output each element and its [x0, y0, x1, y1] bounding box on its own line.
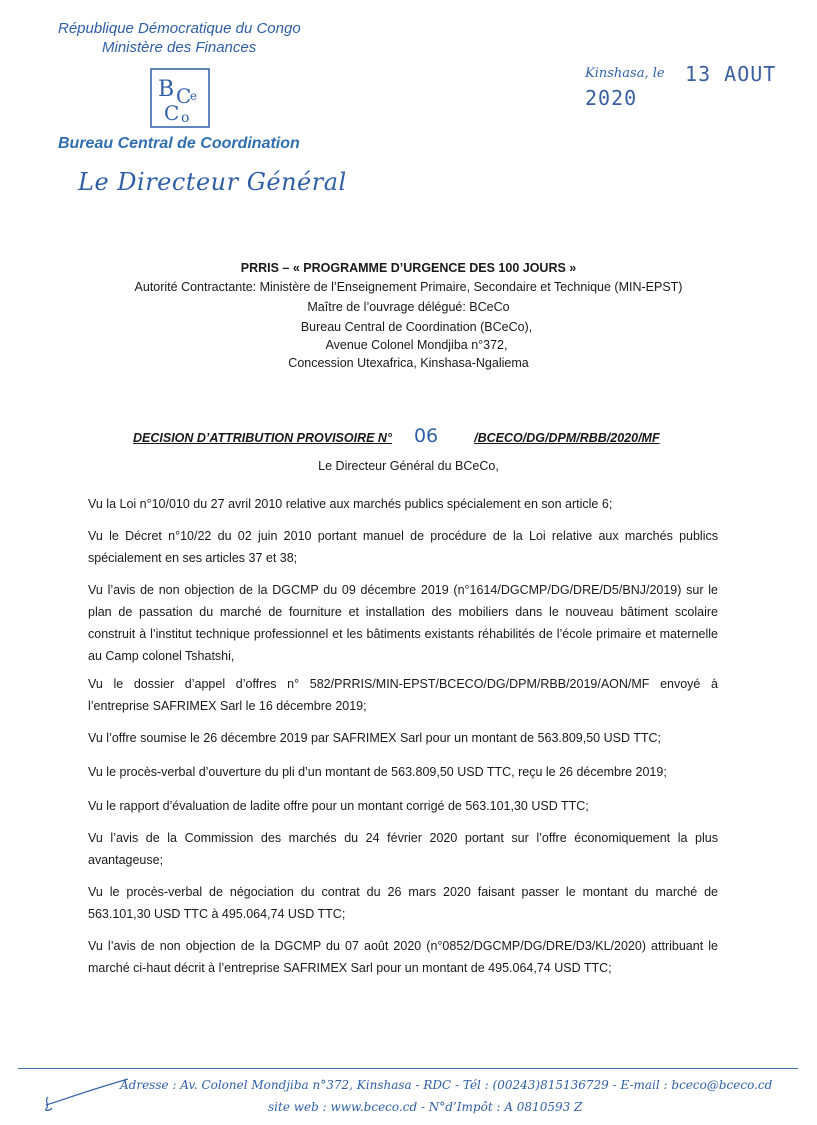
date-stamp: 13 AOUT 2020: [585, 62, 777, 110]
paragraph: Vu le dossier d’appel d’offres n° 582/PRRIS/MIN-EPST/BCECO/DG/DPM/RBB/2019/AON/MF envoyé à l’entreprise SAFRIMEX Sarl le 16 décembre 2019;: [88, 677, 718, 713]
paragraph: Vu l’avis de la Commission des marchés du 24 février 2020 portant sur l’offre économiquement la plus avantageuse;: [88, 831, 718, 867]
svg-text:B: B: [158, 77, 175, 102]
delegated-owner: Maître de l’ouvrage délégué: BCeCo: [307, 300, 510, 314]
paragraph: Vu l’avis de non objection de la DGCMP du 09 décembre 2019 (n°1614/DGCMP/DG/DRE/D5/BNJ/2019) sur le plan de passation du marché de fourniture et installation des mobiliers dans le nouveau bâtiment scolaire construit à l’institut technique professionnel et les bâtiments existants réhabilités de l’école primaire et maternelle au Camp colonel Tshatshi,: [88, 583, 718, 663]
paragraph: Vu le procès-verbal de négociation du contrat du 26 mars 2020 faisant passer le montant du marché de 563.101,30 USD TTC à 495.064,74 USD TTC;: [88, 885, 718, 921]
decision-title-prefix: DECISION D’ATTRIBUTION PROVISOIRE N°: [133, 431, 392, 445]
date-label: Kinshasa, le: [585, 66, 665, 81]
paragraph: Vu la Loi n°10/010 du 27 avril 2010 relative aux marchés publics spécialement en son article 6;: [88, 497, 613, 511]
republic-name: République Démocratique du Congo: [58, 20, 301, 37]
paragraph: Vu le procès-verbal d’ouverture du pli d’un montant de 563.809,50 USD TTC, reçu le 26 décembre 2019;: [88, 765, 667, 779]
bceco-logo: [150, 68, 210, 128]
address-line-1: Bureau Central de Coordination (BCeCo),: [300, 320, 533, 334]
svg-text:C: C: [164, 101, 180, 125]
ministry-name: Ministère des Finances: [102, 39, 257, 56]
paragraph: Vu l’avis de non objection de la DGCMP du 07 août 2020 (n°0852/DGCMP/DG/DRE/D3/KL/2020) attribuant le marché ci-haut décrit à l’entreprise SAFRIMEX Sarl pour un montant de 495.064,74 USD TTC;: [88, 939, 718, 975]
bureau-name: Bureau Central de Coordination: [58, 135, 300, 152]
decision-intro: Le Directeur Général du BCeCo,: [318, 459, 499, 473]
director-title: Le Directeur Général: [78, 168, 347, 196]
svg-text:o: o: [181, 110, 190, 126]
decision-title: [133, 425, 660, 447]
decision-number: 06: [413, 425, 439, 447]
footer-divider: [18, 1068, 798, 1069]
date-line: [585, 62, 817, 110]
program-title: PRRIS – « PROGRAMME D’URGENCE DES 100 JOURS »: [240, 261, 577, 275]
paragraph: Vu le rapport d’évaluation de ladite offre pour un montant corrigé de 563.101,30 USD TTC;: [88, 799, 589, 813]
svg-text:C: C: [176, 84, 192, 108]
paragraph: Vu le Décret n°10/22 du 02 juin 2010 portant manuel de procédure de la Loi relative aux marchés publics spécialement en ses articles 37 et 38;: [88, 529, 718, 565]
address-line-3: Concession Utexafrica, Kinshasa-Ngaliema: [288, 356, 529, 370]
contracting-authority: Autorité Contractante: Ministère de l’Enseignement Primaire, Secondaire et Technique (MIN-EPST): [134, 280, 683, 294]
paragraph: Vu l’offre soumise le 26 décembre 2019 par SAFRIMEX Sarl pour un montant de 563.809,50 USD TTC;: [88, 731, 661, 745]
svg-text:e: e: [190, 89, 198, 103]
footer-website: site web : www.bceco.cd - N°d’Impôt : A 0810593 Z: [268, 1100, 583, 1114]
footer-address: Adresse : Av. Colonel Mondjiba n°372, Kinshasa - RDC - Tél : (00243)815136729 - E-mail : bceco@bceco.cd: [120, 1078, 773, 1092]
decision-title-suffix: /BCECO/DG/DPM/RBB/2020/MF: [474, 431, 660, 445]
address-line-2: Avenue Colonel Mondjiba n°372,: [325, 338, 508, 352]
signature-flourish: [40, 1075, 130, 1115]
